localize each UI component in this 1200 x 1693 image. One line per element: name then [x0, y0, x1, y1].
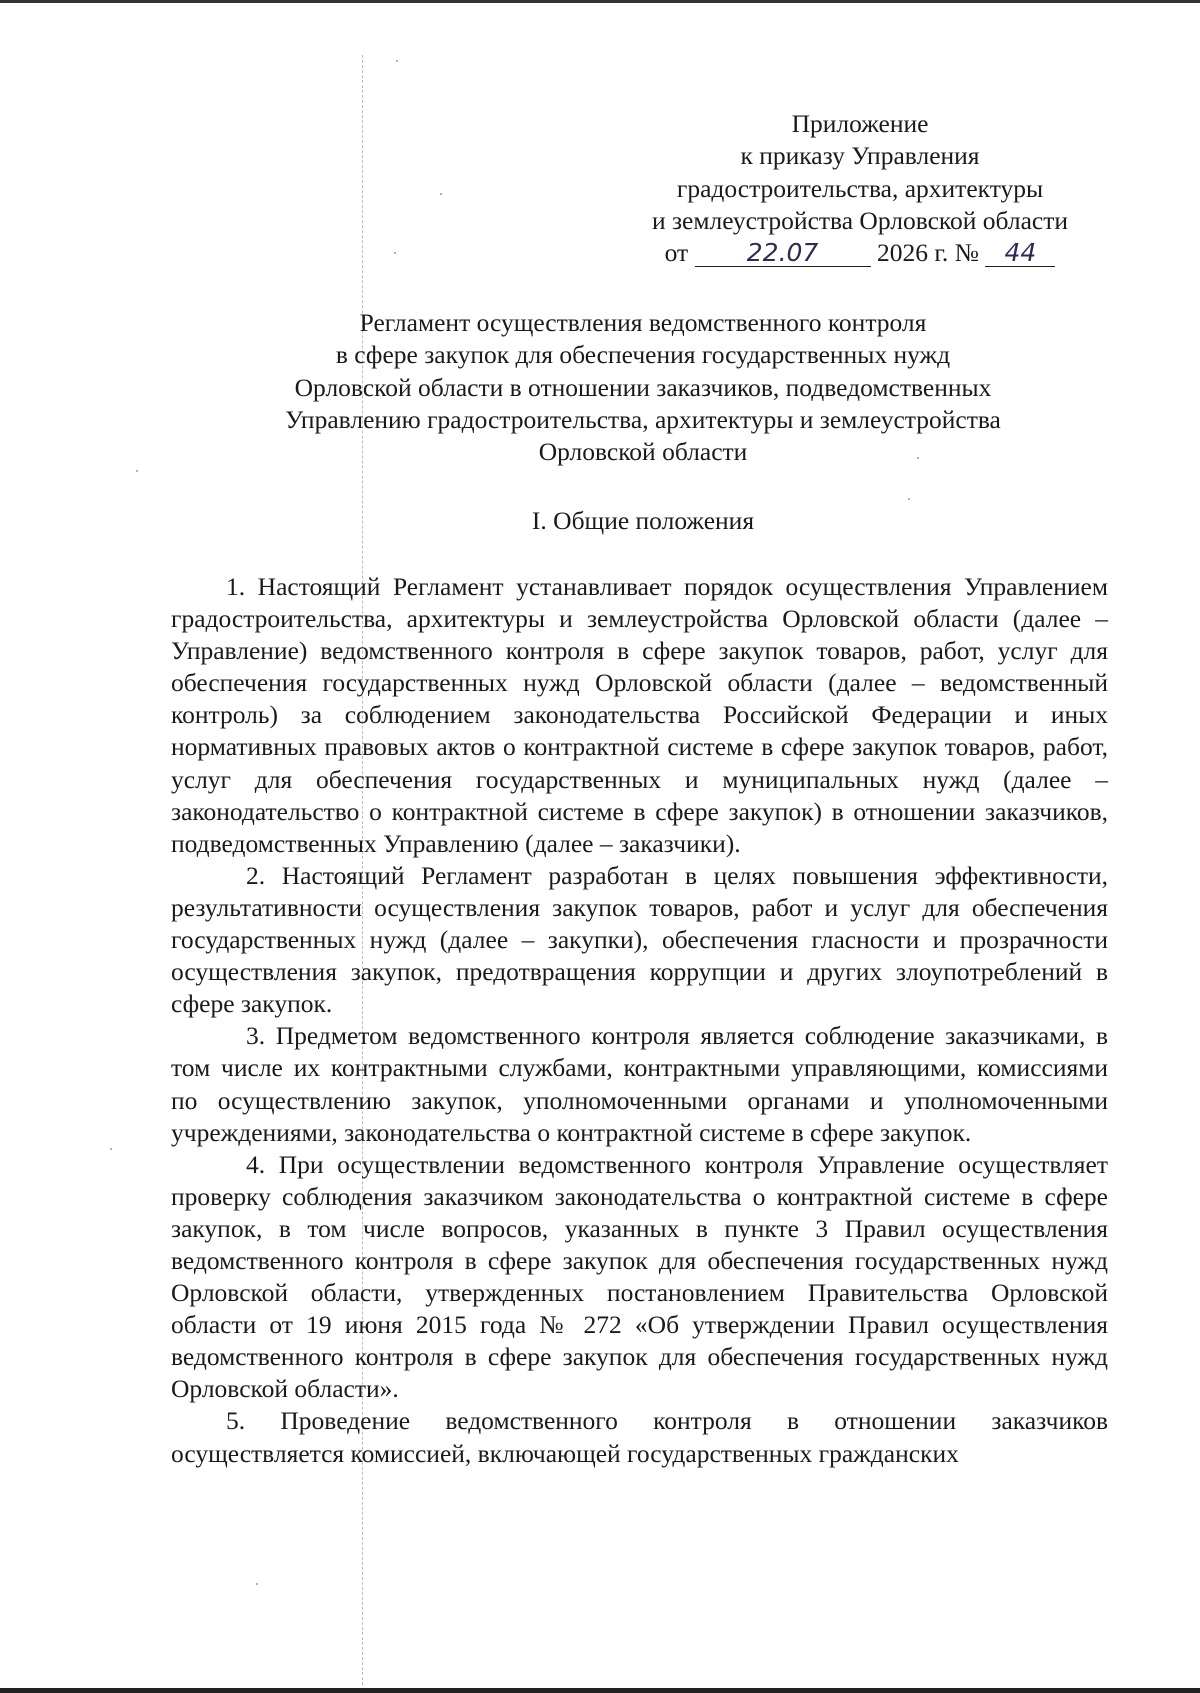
annex-line: градостроительства, архитектуры — [676, 173, 1044, 203]
scan-speck — [908, 498, 910, 500]
paragraph-3: 3. Предметом ведомственного контроля является соблюдение заказчиками, в том числе их контрактными службами, контрактными управляющими, комиссиями по осуществлению закупок, уполномоченными органами и уполномоченными учреждениями, законодательства о контрактной системе в сфере закупок. — [171, 1021, 1108, 1147]
scan-speck — [110, 1148, 112, 1150]
title-line: Орловской области — [538, 437, 748, 467]
title-line: Орловской области в отношении заказчиков, подведомственных — [294, 372, 992, 402]
scan-speck — [440, 193, 442, 195]
date-field: 22.07 — [695, 240, 871, 267]
scan-bottom-edge — [0, 1688, 1200, 1693]
scan-speck — [256, 1583, 258, 1585]
annex-line: к приказу Управления — [740, 141, 980, 171]
paragraph-1: 1. Настоящий Регламент устанавливает порядок осуществления Управлением градостроительства, архитектуры и землеустройства Орловской области (далее – Управление) ведомственного контроля в сфере закупок товаров, работ, услуг для обеспечения государственных нужд Орловской области (далее – ведомственный контроль) за соблюдением законодательства Российской Федерации и иных нормативных правовых актов о контрактной системе в сфере закупок товаров, работ, услуг для обеспечения государственных и муниципальных нужд (далее – законодательство о контрактной системе в сфере закупок) в отношении заказчиков, подведомственных Управлению (далее – заказчики). — [171, 572, 1108, 858]
year-text: 2026 г. № — [876, 238, 979, 268]
section-heading: I. Общие положения — [531, 506, 755, 535]
scan-speck — [394, 252, 396, 254]
paragraph-2: 2. Настоящий Регламент разработан в целях повышения эффективности, результативности осуществления закупок товаров, работ и услуг для обеспечения государственных нужд (далее – закупки), обеспечения гласности и прозрачности осуществления закупок, предотвращения коррупции и других злоупотреблений в сфере закупок. — [171, 860, 1108, 1019]
document-title — [178, 307, 1108, 468]
title-line: Регламент осуществления ведомственного контроля — [359, 308, 927, 337]
paragraph-4: 4. При осуществлении ведомственного контроля Управление осуществляет проверку соблюдения заказчиком законодательства о контрактной системе в сфере закупок, в том числе вопросов, указанных в пункте 3 Правил осуществления ведомственного контроля в сфере закупок для обеспечения государственных нужд Орловской области, утвержденных постановлением Правительства Орловской области от 19 июня 2015 года № 272 «Об утверждении Правил осуществления ведомственного контроля в сфере закупок для обеспечения государственных нужд Орловской области». — [171, 1149, 1108, 1404]
scan-speck — [396, 60, 398, 62]
annex-line: и землеустройства Орловской области — [651, 205, 1069, 235]
annex-block — [560, 108, 1160, 269]
title-line: Управлению градостроительства, архитектуры и землеустройства — [285, 404, 1001, 434]
annex-date-line — [560, 237, 1160, 269]
order-number-field: 44 — [985, 240, 1055, 267]
title-line: в сфере закупок для обеспечения государственных нужд — [335, 340, 951, 370]
date-prefix: от — [664, 238, 689, 268]
document-body — [171, 571, 1108, 1470]
paragraph-5: 5. Проведение ведомственного контроля в отношении заказчиков осуществляется комиссией, включающей государственных гражданских — [171, 1406, 1108, 1468]
scan-speck — [136, 470, 138, 472]
scan-top-edge — [0, 0, 1200, 3]
annex-line: Приложение — [791, 109, 929, 138]
